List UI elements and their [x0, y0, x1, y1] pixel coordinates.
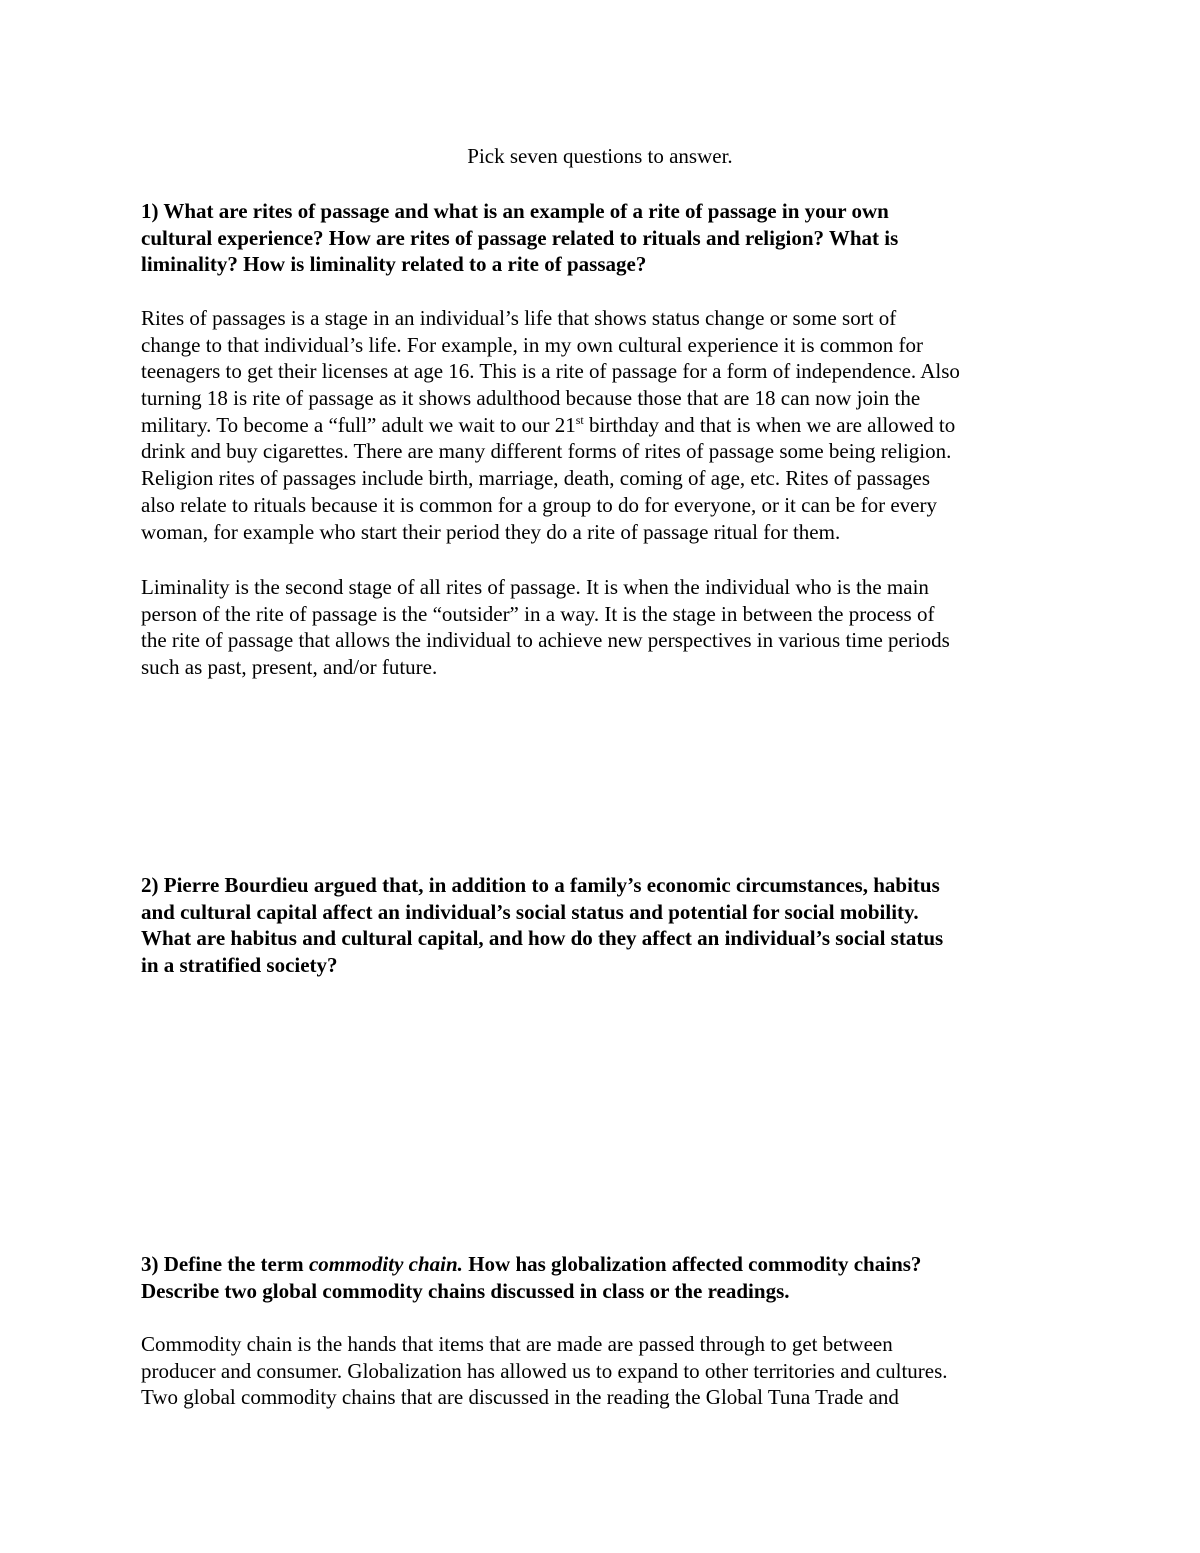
question-2-line: in a stratified society?	[141, 953, 338, 978]
question-1-line: liminality? How is liminality related to a rite of passage?	[141, 252, 647, 277]
answer-line: teenagers to get their licenses at age 16. This is a rite of passage for a form of independence. Also	[141, 359, 960, 384]
document-title: Pick seven questions to answer.	[467, 144, 733, 168]
question-3-line: Describe two global commodity chains discussed in class or the readings.	[141, 1278, 790, 1303]
answer-line: Commodity chain is the hands that items that are made are passed through to get between	[141, 1332, 893, 1356]
answer-1-paragraph-2	[141, 574, 1071, 681]
answer-text: military. To become a “full” adult we wait to our 21	[141, 412, 576, 437]
question-1-line: cultural experience? How are rites of passage related to rituals and religion? What is	[141, 225, 899, 250]
question-1	[141, 198, 1071, 278]
question-2-line: What are habitus and cultural capital, and how do they affect an individual’s social status	[141, 926, 944, 951]
answer-line: Liminality is the second stage of all rites of passage. It is when the individual who is the main	[141, 575, 929, 599]
answer-line: person of the rite of passage is the “outsider” in a way. It is the stage in between the process of	[141, 601, 935, 626]
answer-line: drink and buy cigarettes. There are many different forms of rites of passage some being religion.	[141, 439, 952, 464]
question-1-line: 1) What are rites of passage and what is an example of a rite of passage in your own	[141, 199, 889, 223]
question-3-suffix: How has globalization affected commodity chains?	[462, 1252, 922, 1276]
answer-line: Religion rites of passages include birth, marriage, death, coming of age, etc. Rites of passages	[141, 466, 931, 491]
answer-text: birthday and that is when we are allowed to	[589, 412, 956, 437]
question-2-line: and cultural capital affect an individual’s social status and potential for social mobility.	[141, 899, 919, 924]
ordinal-superscript: st	[575, 412, 584, 427]
question-3-term: commodity chain.	[308, 1252, 463, 1276]
question-2-line: 2) Pierre Bourdieu argued that, in addition to a family’s economic circumstances, habitus	[141, 873, 940, 897]
answer-line-with-superscript	[141, 412, 1071, 439]
answer-line: Rites of passages is a stage in an individual’s life that shows status change or some sort of	[141, 306, 897, 330]
question-3	[141, 1251, 1071, 1304]
answer-line: Two global commodity chains that are discussed in the reading the Global Tuna Trade and	[141, 1385, 899, 1410]
answer-line: woman, for example who start their period they do a rite of passage ritual for them.	[141, 519, 841, 544]
answer-line: producer and consumer. Globalization has allowed us to expand to other territories and cultures.	[141, 1358, 948, 1383]
answer-line: turning 18 is rite of passage as it shows adulthood because those that are 18 can now join the	[141, 386, 921, 411]
answer-line: also relate to rituals because it is common for a group to do for everyone, or it can be for every	[141, 492, 937, 517]
question-3-line	[141, 1251, 1071, 1278]
answer-line: such as past, present, and/or future.	[141, 655, 438, 680]
question-3-prefix: 3) Define the term	[141, 1252, 309, 1276]
answer-3	[141, 1331, 1071, 1411]
answer-line: change to that individual’s life. For example, in my own cultural experience it is common for	[141, 332, 924, 357]
answer-line: the rite of passage that allows the individual to achieve new perspectives in various time periods	[141, 628, 950, 653]
answer-1-paragraph-1	[141, 305, 1071, 545]
question-2	[141, 872, 1071, 979]
